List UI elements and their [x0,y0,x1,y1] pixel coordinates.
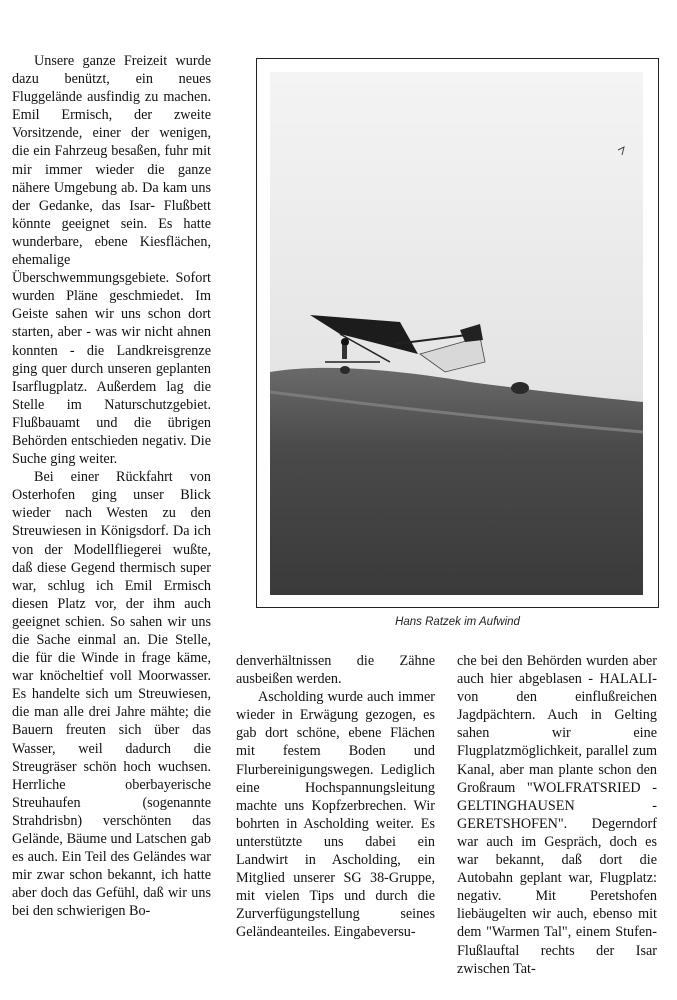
paragraph: Ascholding wurde auch immer wieder in Erwägung gezogen, es gab dort schöne, ebene Flächen mit festem Boden und Flurbereinigungswegen. Lediglich eine Hochspannungsleitung machte uns Kopfzerbrechen. Wir bohrten in Ascholding weiter. Es unterstützte uns dabei ein Landwirt in Ascholding, ein Mitglied unserer SG 38-Gruppe, mit vielen Tips und durch die Zurverfügungstellung seines Geländeanteiles. Eingabeversu- [236,689,435,941]
paragraph: che bei den Behörden wurden aber auch hier abgeblasen - HALALI- von den einflußreichen Jagdpächtern. Auch in Gelting sahen wir eine Flugplatzmöglichkeit, parallel zum Kanal, aber man plante schon den Großraum "WOLFRATSRIED - GELTINGHAUSEN - GERETSHOFEN". Degerndorf war auch im Gespräch, doch es war bekannt, daß dort die Autobahn geplant war, Flugplatz: negativ. Mit Peretshofen liebäugelten wir auch, ebenso mit dem "Warmen Tal", einem Stufen-Flußlauftal rechts der Isar zwischen Tat- [457,653,657,977]
photo-caption: Hans Ratzek im Aufwind [395,616,520,628]
text-column-3 [457,652,657,978]
paragraph: denverhältnissen die Zähne ausbeißen werden. [236,653,435,688]
glider-photo [270,72,643,595]
text-column-2 [236,652,435,942]
paragraph: Unsere ganze Freizeit wurde dazu benützt, ein neues Fluggelände ausfindig zu machen. Emil Ermisch, der zweite Vorsitzende, einer der wenigen, die ein Fahrzeug besaßen, fuhr mit mir immer wieder die ganze nähere Umgebung ab. Da kam uns der Gedanke, das Isar- Flußbett könnte geeignet sein. Es hatte wunderbare, ebene Kiesflächen, ehemalige Überschwemmungsgebiete. Sofort wurden Pläne geschmiedet. Im Geiste sahen wir uns schon dort starten, aber - was wir nicht ahnen konnten - die Landkreisgrenze ging quer durch unseren geplanten Isarflugplatz. Außerdem lag die Stelle im Naturschutzgebiet. Flußbauamt und die übrigen Behörden entschieden negativ. Die Suche ging weiter. [12,53,211,468]
text-column-1 [12,52,211,921]
paragraph: Bei einer Rückfahrt von Osterhofen ging unser Blick wieder nach Westen zu den Streuwiesen in Königsdorf. Da ich von der Modellfliegerei wußte, daß diese Gegend thermisch super war, schlug ich Emil Ermisch diesen Platz vor, der ihm auch geeignet schien. So sahen wir uns die Sache einmal an. Die Stelle, die für die Winde in frage käme, war knöcheltief voll Moorwasser. Es handelte sich um Streuwiesen, die man alle drei Jahre mähte; die Bauern freuten sich über das Wasser, weil dadurch die Streugräser schön hoch wuchsen. Herrliche oberbayerische Streuhaufen (sogenannte Strahdrisbn) verschönten das Gelände, Bäume und Latschen gab es auch. Ein Teil des Geländes war mir zwar schon bekannt, ich hatte aber doch das Gefühl, daß wir uns bei den schwierigen Bo- [12,469,211,920]
